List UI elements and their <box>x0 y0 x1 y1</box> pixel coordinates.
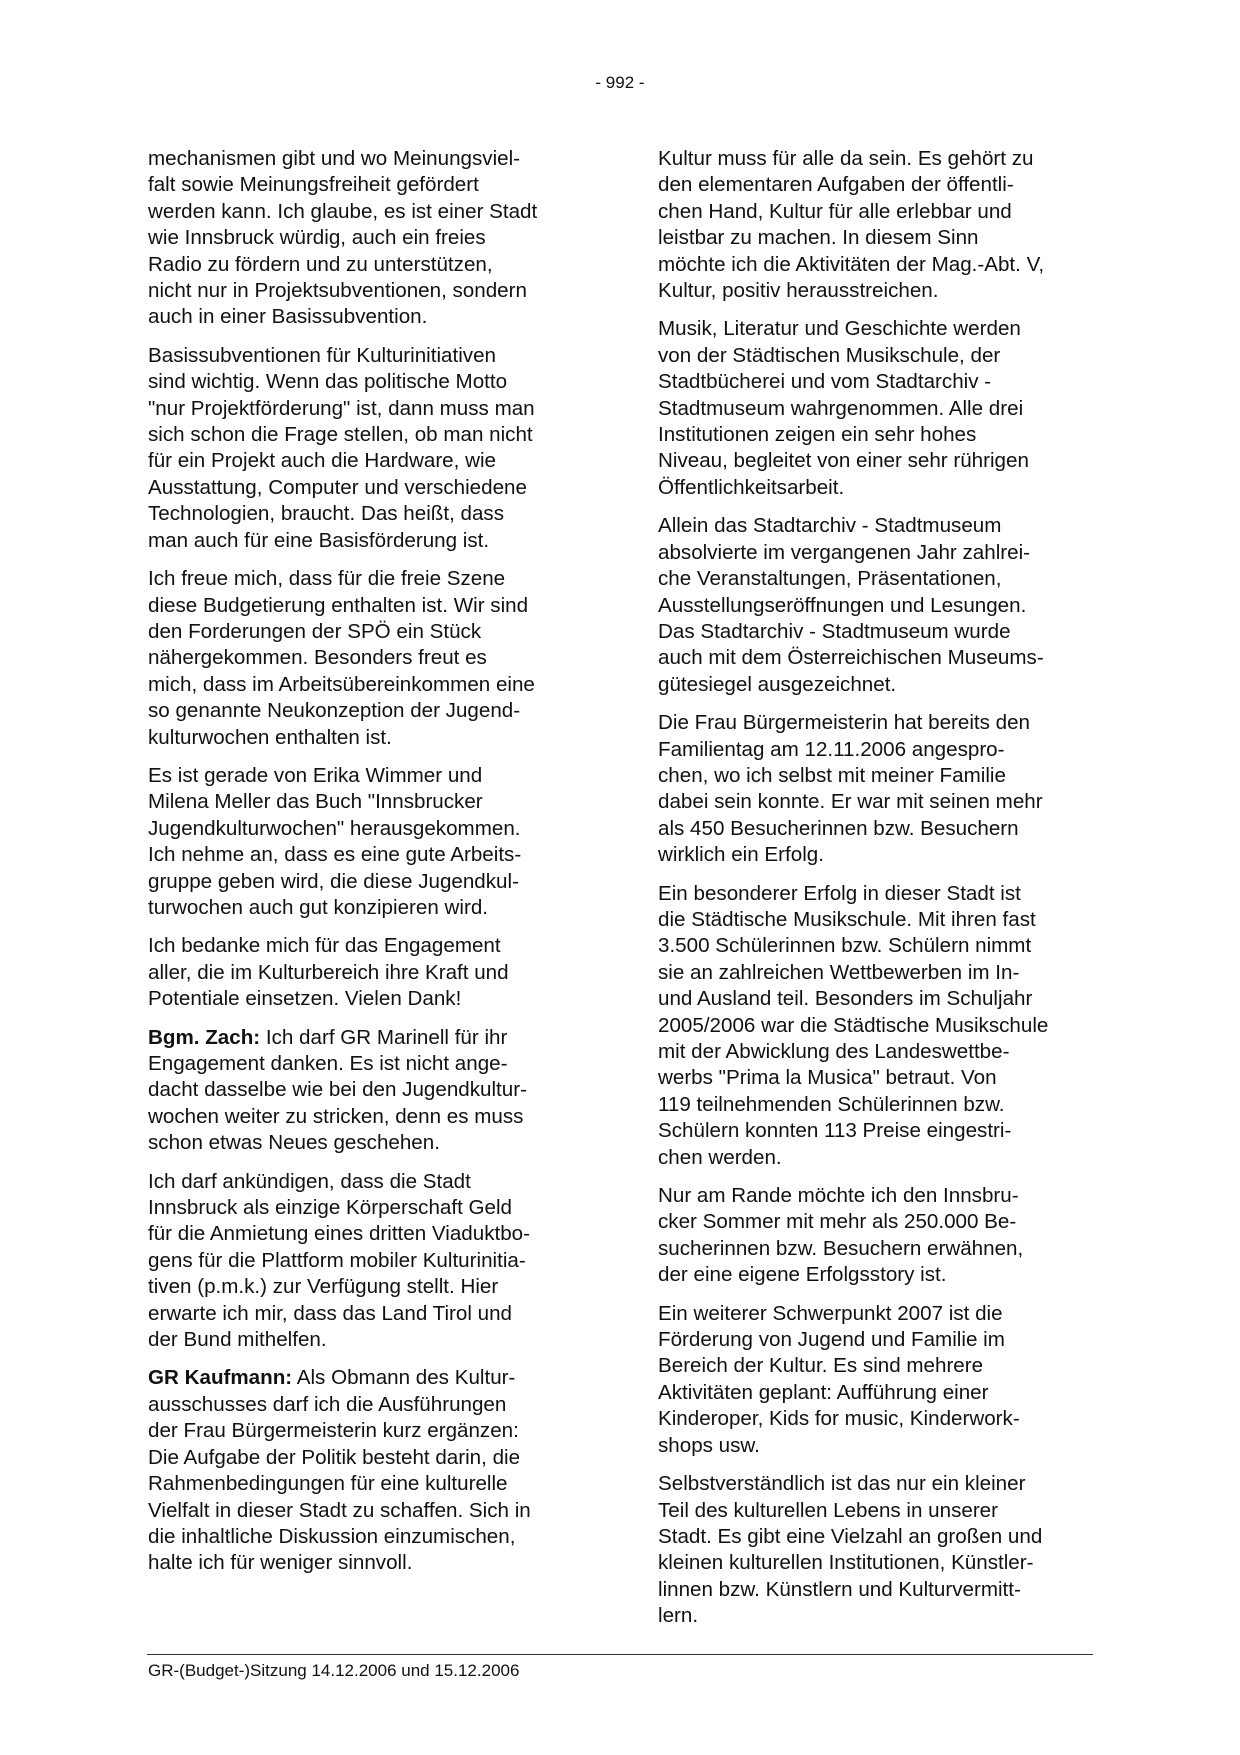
footer-divider <box>147 1654 1093 1655</box>
left-paragraph-1: mechanismen gibt und wo Meinungsviel- falt sowie Meinungsfreiheit gefördert werden kann. Ich glaube, es ist einer Stadt wie Innsbruck würdig, auch ein freies Radio zu fördern und zu unterstützen, nicht nur in Projektsubventionen, sondern auch in einer Basissubvention. <box>148 147 538 329</box>
left-paragraph-6 <box>148 1025 588 1157</box>
right-paragraph-6: Nur am Rande möchte ich den Innsbru- cker Sommer mit mehr als 250.000 Be- sucherinnen bzw. Besuchern erwähnen, der eine eigene Erfolgsstory ist. <box>658 1184 1024 1287</box>
left-paragraph-7: Ich darf ankündigen, dass die Stadt Innsbruck als einzige Körperschaft Geld für die Anmietung eines dritten Viaduktbo- gens für die Plattform mobiler Kulturinitia- tiven (p.m.k.) zur Verfügung stellt. Hier erwarte ich mir, dass das Land Tirol und der Bund mithelfen. <box>148 1169 530 1352</box>
left-paragraph-2: Basissubventionen für Kulturinitiativen sind wichtig. Wenn das politische Motto "nur Projektförderung" ist, dann muss man sich schon die Frage stellen, ob man nicht für ein Projekt auch die Hardware, wie Ausstattung, Computer und verschiedene Technologien, braucht. Das heißt, dass man auch für eine Basisförderung ist. <box>148 343 535 552</box>
right-paragraph-8: Selbstverständlich ist das nur ein kleiner Teil des kulturellen Lebens in unserer Stadt. Es gibt eine Vielzahl an großen und kleinen kulturellen Institutionen, Künstler- linnen bzw. Künstlern und Kulturvermitt- lern. <box>658 1472 1043 1628</box>
speaker-name: Bgm. Zach: <box>148 1025 261 1049</box>
speech-text: Ich darf GR Marinell für ihr Engagement danken. Es ist nicht ange- dacht dasselbe wie bei den Jugendkultur- wochen weiter zu stricken, denn es muss schon etwas Neues geschehen. <box>148 1025 527 1155</box>
footer-text: GR-(Budget-)Sitzung 14.12.2006 und 15.12.2006 <box>148 1661 520 1680</box>
right-paragraph-3: Allein das Stadtarchiv - Stadtmuseum absolvierte im vergangenen Jahr zahlrei- che Veranstaltungen, Präsentationen, Ausstellungseröffnungen und Lesungen. Das Stadtarchiv - Stadtmuseum wurde auch mit dem Österreichischen Museums- gütesiegel ausgezeichnet. <box>658 514 1044 696</box>
speech-text: Als Obmann des Kultur- ausschusses darf ich die Ausführungen der Frau Bürgermeisterin kurz ergänzen: Die Aufgabe der Politik besteht darin, die Rahmenbedingungen für eine kulturelle Vielfalt in dieser Stadt zu schaffen. Sich in die inhaltliche Diskussion einzumischen, halte ich für weniger sinnvoll. <box>148 1366 531 1575</box>
left-paragraph-3: Ich freue mich, dass für die freie Szene diese Budgetierung enthalten ist. Wir sind den Forderungen der SPÖ ein Stück nähergekommen. Besonders freut es mich, dass im Arbeitsübereinkommen eine so genannte Neukonzeption der Jugend- kulturwochen enthalten ist. <box>148 567 535 749</box>
left-column <box>148 146 588 1589</box>
left-paragraph-8 <box>148 1365 588 1576</box>
right-paragraph-2: Musik, Literatur und Geschichte werden von der Städtischen Musikschule, der Stadtbücherei und vom Stadtarchiv - Stadtmuseum wahrgenommen. Alle drei Institutionen zeigen ein sehr hohes Niveau, begleitet von einer sehr rührigen Öffentlichkeitsarbeit. <box>658 317 1029 499</box>
right-paragraph-5: Ein besonderer Erfolg in dieser Stadt ist die Städtische Musikschule. Mit ihren fast 3.500 Schülerinnen bzw. Schülern nimmt sie an zahlreichen Wettbewerben im In- und Ausland teil. Besonders im Schuljahr 2005/2006 war die Städtische Musikschule mit der Abwicklung des Landeswettbe- werbs "Prima la Musica" betraut. Von 119 teilnehmenden Schülerinnen bzw. Schülern konnten 113 Preise eingestri- chen werden. <box>658 881 1049 1169</box>
right-paragraph-7: Ein weiterer Schwerpunkt 2007 ist die Förderung von Jugend und Familie im Bereich der Kultur. Es sind mehrere Aktivitäten geplant: Aufführung einer Kinderoper, Kids for music, Kinderwork- shops usw. <box>658 1301 1020 1457</box>
left-paragraph-5: Ich bedanke mich für das Engagement aller, die im Kulturbereich ihre Kraft und Potentiale einsetzen. Vielen Dank! <box>148 934 509 1011</box>
page-number: - 992 - <box>595 73 645 92</box>
right-paragraph-4: Die Frau Bürgermeisterin hat bereits den Familientag am 12.11.2006 angespro- chen, wo ich selbst mit meiner Familie dabei sein konnte. Er war mit seinen mehr als 450 Besucherinnen bzw. Besuchern wirklich ein Erfolg. <box>658 711 1043 867</box>
right-paragraph-1: Kultur muss für alle da sein. Es gehört zu den elementaren Aufgaben der öffentli- chen Hand, Kultur für alle erlebbar und leistbar zu machen. In diesem Sinn möchte ich die Aktivitäten der Mag.-Abt. V, Kultur, positiv herausstreichen. <box>658 147 1045 303</box>
left-paragraph-4: Es ist gerade von Erika Wimmer und Milena Meller das Buch "Innsbrucker Jugendkulturwochen" herausgekommen. Ich nehme an, dass es eine gute Arbeits- gruppe geben wird, die diese Jugendkul- turwochen auch gut konzipieren wird. <box>148 763 522 919</box>
speaker-name: GR Kaufmann: <box>148 1366 293 1390</box>
right-column <box>658 146 1103 1642</box>
